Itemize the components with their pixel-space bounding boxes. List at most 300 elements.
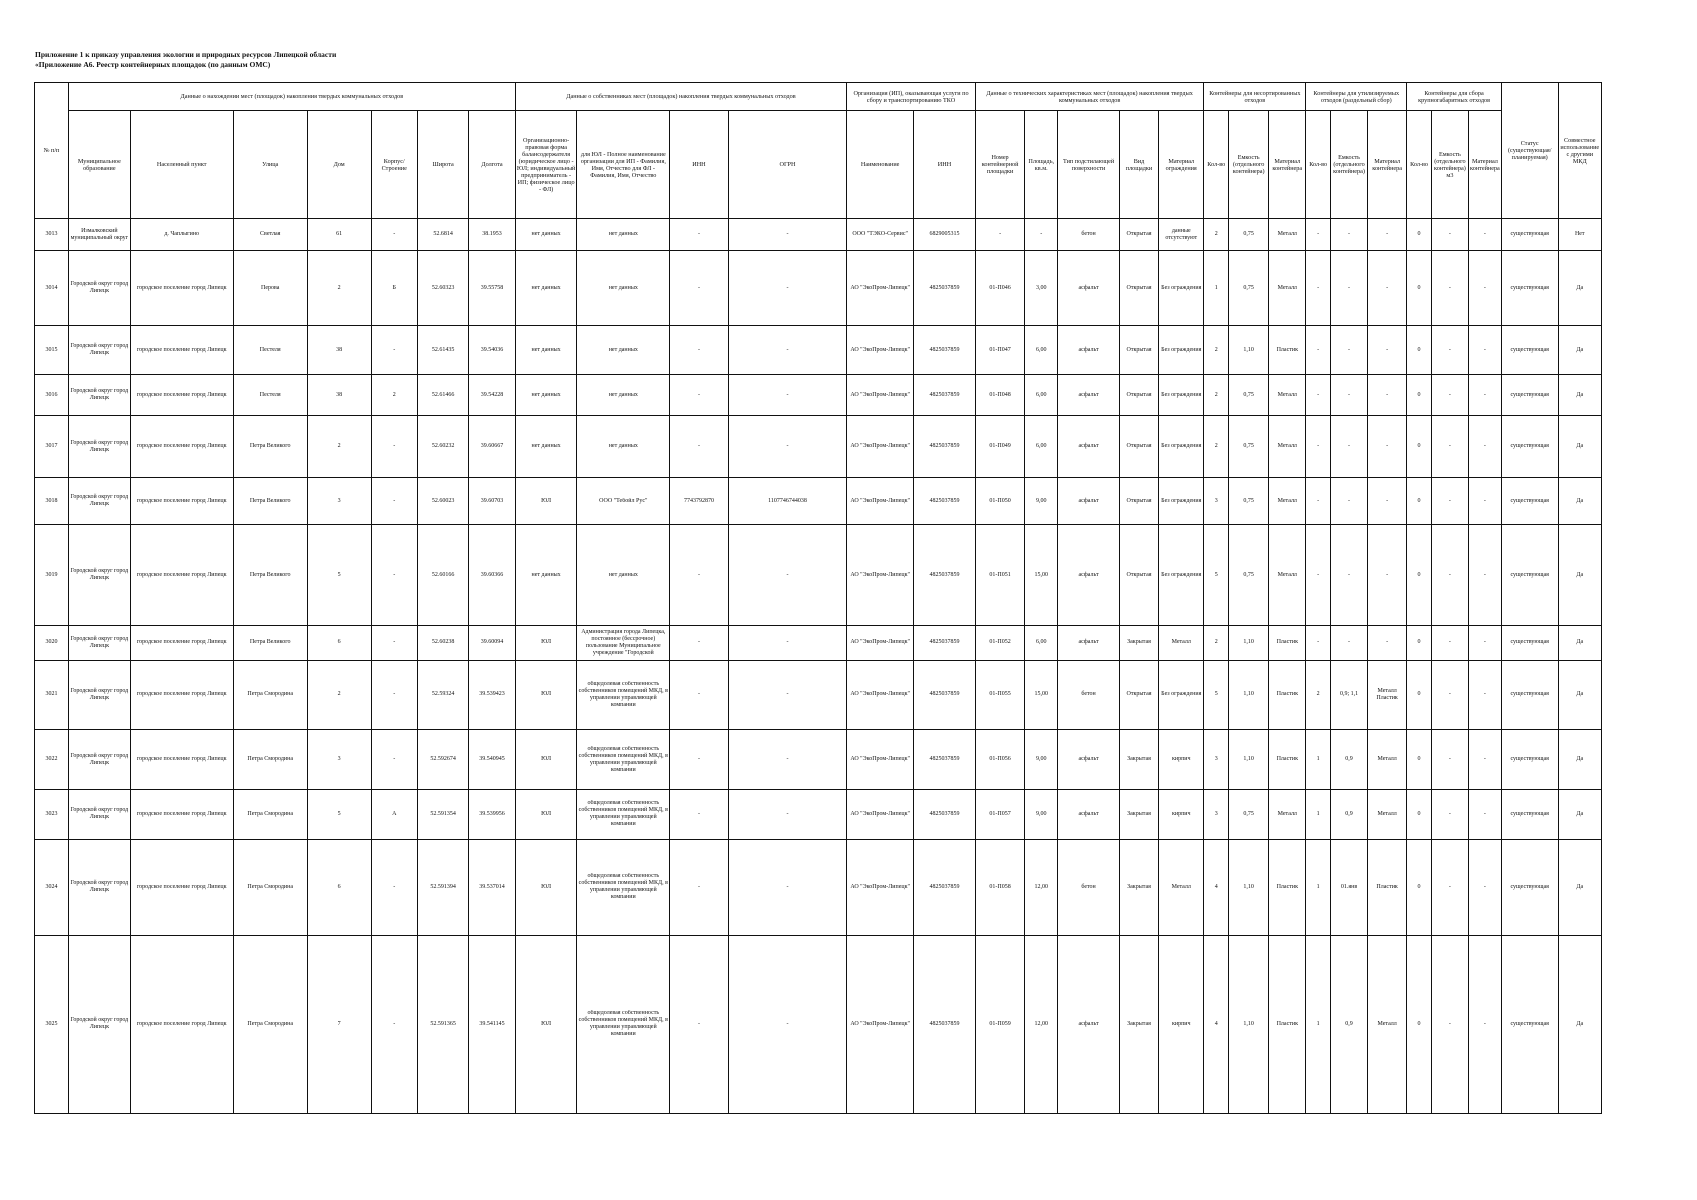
table-cell: -: [1431, 326, 1468, 375]
table-cell: 5: [1204, 660, 1229, 730]
table-cell: 0: [1407, 326, 1432, 375]
table-cell: [577, 525, 670, 626]
table-cell: 01-П051: [975, 525, 1024, 626]
table-cell: городское поселение город Липецк: [130, 416, 233, 478]
table-cell: 3016: [35, 375, 69, 416]
table-cell: городское поселение город Липецк: [130, 935, 233, 1113]
col-c2-cap-header: Емкость (отдельного контейнера): [1331, 111, 1368, 219]
table-row: [35, 375, 1602, 416]
table-cell: асфальт: [1058, 626, 1120, 660]
table-cell: городское поселение город Липецк: [130, 660, 233, 730]
table-cell: -: [371, 416, 417, 478]
owner-name-text: нет данных: [608, 443, 638, 450]
table-cell: АО "ЭкоПром-Липецк": [847, 790, 914, 839]
table-cell: -: [728, 839, 846, 935]
table-cell: 52.61435: [417, 326, 468, 375]
col-shared-header: Совместное использование с другими МКД: [1558, 83, 1601, 219]
table-cell: Пластик: [1269, 730, 1306, 790]
table-cell: 39.539423: [469, 660, 515, 730]
table-cell: 4825037859: [914, 326, 976, 375]
table-cell: -: [975, 219, 1024, 251]
table-cell: -: [1306, 525, 1331, 626]
col-lat-header: Широта: [417, 111, 468, 219]
table-cell: 3: [1204, 478, 1229, 525]
table-cell: 39.537014: [469, 839, 515, 935]
table-cell: 4825037859: [914, 935, 976, 1113]
table-cell: -: [1468, 219, 1501, 251]
table-cell: Металл: [1368, 790, 1407, 839]
table-cell: 4825037859: [914, 790, 976, 839]
table-row: [35, 626, 1602, 660]
table-cell: Металл: [1269, 219, 1306, 251]
table-cell: 2: [1204, 626, 1229, 660]
table-cell: Открытая: [1119, 660, 1158, 730]
table-cell: существующая: [1501, 660, 1558, 730]
col-site-num-header: Номер контейнерной площадки: [975, 111, 1024, 219]
table-cell: Городской округ город Липецк: [68, 375, 130, 416]
table-cell: -: [1331, 219, 1368, 251]
table-cell: -: [1431, 478, 1468, 525]
table-cell: Петра Смородина: [233, 935, 307, 1113]
table-cell: 3017: [35, 416, 69, 478]
table-cell: 15,00: [1025, 525, 1058, 626]
table-cell: 0,75: [1229, 790, 1269, 839]
registry-body: [35, 219, 1602, 1114]
table-cell: 0: [1407, 730, 1432, 790]
table-cell: 0: [1407, 416, 1432, 478]
table-cell: 38: [307, 326, 371, 375]
table-cell: АО "ЭкоПром-Липецк": [847, 660, 914, 730]
table-cell: 39.60667: [469, 416, 515, 478]
table-cell: Петра Смородина: [233, 839, 307, 935]
table-cell: 01-П055: [975, 660, 1024, 730]
table-cell: Городской округ город Липецк: [68, 525, 130, 626]
table-row: [35, 525, 1602, 626]
table-cell: Без ограждения: [1159, 478, 1204, 525]
owner-name-text: нет данных: [608, 284, 638, 291]
table-cell: -: [670, 626, 729, 660]
table-cell: 3013: [35, 219, 69, 251]
table-cell: Перова: [233, 251, 307, 326]
owner-name-text: нет данных: [608, 231, 638, 238]
table-cell: Открытая: [1119, 375, 1158, 416]
table-cell: -: [670, 219, 729, 251]
table-cell: 38: [307, 375, 371, 416]
table-cell: 1: [1306, 790, 1331, 839]
col-c1-mat-header: Материал контейнера: [1269, 111, 1306, 219]
table-cell: АО "ЭкоПром-Липецк": [847, 626, 914, 660]
table-cell: -: [1468, 251, 1501, 326]
table-cell: 3: [307, 730, 371, 790]
table-cell: существующая: [1501, 416, 1558, 478]
table-cell: АО "ЭкоПром-Липецк": [847, 251, 914, 326]
col-mo-header: Муниципальное образование: [68, 111, 130, 219]
table-cell: -: [1468, 839, 1501, 935]
table-cell: Да: [1558, 839, 1601, 935]
table-cell: Петра Смородина: [233, 730, 307, 790]
table-cell: -: [1331, 251, 1368, 326]
header-column-row: [35, 111, 1602, 219]
table-cell: -: [1306, 251, 1331, 326]
col-lon-header: Долгота: [469, 111, 515, 219]
table-cell: Петра Смородина: [233, 790, 307, 839]
table-cell: Да: [1558, 660, 1601, 730]
table-cell: 61: [307, 219, 371, 251]
table-cell: -: [371, 730, 417, 790]
table-cell: Без ограждения: [1159, 416, 1204, 478]
table-cell: Измалковский муниципальный округ: [68, 219, 130, 251]
table-cell: городское поселение город Липецк: [130, 326, 233, 375]
table-cell: [577, 660, 670, 730]
table-cell: Металл: [1368, 935, 1407, 1113]
table-cell: 52.60238: [417, 626, 468, 660]
table-cell: Металл: [1159, 626, 1204, 660]
table-cell: -: [1306, 416, 1331, 478]
table-cell: Открытая: [1119, 478, 1158, 525]
table-cell: 0,9: [1331, 730, 1368, 790]
table-cell: Закрытая: [1119, 839, 1158, 935]
table-cell: 01-П048: [975, 375, 1024, 416]
table-cell: асфальт: [1058, 525, 1120, 626]
table-cell: 3015: [35, 326, 69, 375]
table-cell: 52.591354: [417, 790, 468, 839]
table-cell: -: [670, 375, 729, 416]
table-cell: Да: [1558, 790, 1601, 839]
table-cell: -: [1431, 660, 1468, 730]
table-cell: 1,10: [1229, 935, 1269, 1113]
table-cell: 0,9; 1,1: [1331, 660, 1368, 730]
table-cell: нет данных: [515, 416, 577, 478]
table-cell: асфальт: [1058, 730, 1120, 790]
table-cell: -: [1331, 525, 1368, 626]
table-cell: Без ограждения: [1159, 660, 1204, 730]
table-cell: Б: [371, 251, 417, 326]
table-cell: 4825037859: [914, 478, 976, 525]
table-cell: 0,75: [1229, 251, 1269, 326]
table-cell: 1,10: [1229, 730, 1269, 790]
table-cell: -: [1431, 375, 1468, 416]
table-cell: ЮЛ: [515, 730, 577, 790]
table-cell: Металл: [1269, 525, 1306, 626]
table-cell: 2: [307, 251, 371, 326]
table-cell: 3: [1204, 790, 1229, 839]
table-cell: асфальт: [1058, 935, 1120, 1113]
table-cell: 01-П058: [975, 839, 1024, 935]
table-cell: 2: [1306, 660, 1331, 730]
table-cell: 1: [1306, 730, 1331, 790]
table-row: [35, 839, 1602, 935]
table-cell: АО "ЭкоПром-Липецк": [847, 326, 914, 375]
table-cell: 52.59324: [417, 660, 468, 730]
table-cell: Металл: [1269, 478, 1306, 525]
table-cell: Пластик: [1368, 839, 1407, 935]
owner-name-text: общедолевая собственность собственников помещений МКД, в управлении управляющей компании: [578, 1010, 668, 1038]
table-cell: 0: [1407, 626, 1432, 660]
table-cell: -: [728, 219, 846, 251]
table-cell: 3021: [35, 660, 69, 730]
group-owners: Данные о собственниках мест (площадок) накопления твердых коммунальных отходов: [515, 83, 846, 111]
owner-name-text: общедолевая собственность собственников помещений МКД, в управлении управляющей компании: [578, 680, 668, 708]
table-cell: 4: [1204, 935, 1229, 1113]
table-cell: [577, 839, 670, 935]
table-cell: 4825037859: [914, 375, 976, 416]
group-bulky: Контейнеры для сбора крупногабаритных отходов: [1407, 83, 1502, 111]
table-cell: -: [670, 935, 729, 1113]
table-cell: 0,75: [1229, 478, 1269, 525]
table-cell: 0,75: [1229, 219, 1269, 251]
table-cell: 2: [1204, 326, 1229, 375]
table-cell: Металл: [1269, 416, 1306, 478]
table-cell: 5: [307, 790, 371, 839]
table-cell: бетон: [1058, 660, 1120, 730]
table-cell: -: [1431, 525, 1468, 626]
table-cell: Пластик: [1269, 935, 1306, 1113]
table-cell: 0,9: [1331, 790, 1368, 839]
table-cell: 01-П056: [975, 730, 1024, 790]
table-cell: 0: [1407, 935, 1432, 1113]
table-cell: Городской округ город Липецк: [68, 730, 130, 790]
table-cell: АО "ЭкоПром-Липецк": [847, 525, 914, 626]
table-cell: Да: [1558, 326, 1601, 375]
table-cell: существующая: [1501, 219, 1558, 251]
table-cell: -: [1306, 626, 1331, 660]
table-cell: 52.60323: [417, 251, 468, 326]
table-row: [35, 219, 1602, 251]
col-settlement-header: Населенный пункт: [130, 111, 233, 219]
table-cell: -: [670, 251, 729, 326]
table-cell: существующая: [1501, 839, 1558, 935]
table-cell: городское поселение город Липецк: [130, 730, 233, 790]
table-cell: Закрытая: [1119, 935, 1158, 1113]
table-cell: 52.60166: [417, 525, 468, 626]
table-cell: Пластик: [1269, 326, 1306, 375]
table-cell: 52.591365: [417, 935, 468, 1113]
table-cell: Пластик: [1269, 626, 1306, 660]
group-operator: Организация (ИП), оказывающая услуги по сбору и транспортированию ТКО: [847, 83, 976, 111]
table-cell: 1,10: [1229, 626, 1269, 660]
table-cell: 0: [1407, 839, 1432, 935]
table-cell: 6: [307, 626, 371, 660]
table-cell: нет данных: [515, 219, 577, 251]
table-cell: Открытая: [1119, 416, 1158, 478]
table-cell: -: [1331, 626, 1368, 660]
table-cell: 0: [1407, 251, 1432, 326]
table-cell: -: [1468, 935, 1501, 1113]
table-cell: 9,00: [1025, 730, 1058, 790]
table-cell: 4825037859: [914, 251, 976, 326]
table-cell: 6,00: [1025, 416, 1058, 478]
table-cell: существующая: [1501, 251, 1558, 326]
table-cell: Без ограждения: [1159, 251, 1204, 326]
table-cell: -: [728, 375, 846, 416]
table-cell: -: [371, 626, 417, 660]
col-operator-inn-header: ИНН: [914, 111, 976, 219]
table-cell: Пестеля: [233, 326, 307, 375]
table-cell: 2: [1204, 416, 1229, 478]
table-cell: 3,00: [1025, 251, 1058, 326]
group-tech: Данные о технических характеристиках мест (площадок) накопления твердых коммунальных отходов: [975, 83, 1204, 111]
table-cell: -: [1368, 326, 1407, 375]
table-cell: [577, 326, 670, 375]
document-heading: [35, 50, 336, 70]
table-cell: Да: [1558, 478, 1601, 525]
table-cell: Петра Великого: [233, 525, 307, 626]
table-cell: [577, 219, 670, 251]
table-cell: городское поселение город Липецк: [130, 790, 233, 839]
table-cell: 4825037859: [914, 416, 976, 478]
table-cell: 4: [1204, 839, 1229, 935]
table-cell: 1: [1306, 935, 1331, 1113]
col-c2-mat-header: Материал контейнера: [1368, 111, 1407, 219]
table-cell: Городской округ город Липецк: [68, 935, 130, 1113]
table-cell: -: [1368, 416, 1407, 478]
table-cell: -: [1468, 478, 1501, 525]
table-cell: 0,75: [1229, 416, 1269, 478]
table-cell: Металл: [1159, 839, 1204, 935]
table-cell: -: [728, 935, 846, 1113]
table-cell: городское поселение город Липецк: [130, 478, 233, 525]
table-cell: Городской округ город Липецк: [68, 790, 130, 839]
table-cell: нет данных: [515, 525, 577, 626]
table-cell: городское поселение город Липецк: [130, 839, 233, 935]
col-c3-cap-header: Емкость (отдельного контейнера) м3: [1431, 111, 1468, 219]
table-cell: [577, 416, 670, 478]
table-cell: АО "ЭкоПром-Липецк": [847, 478, 914, 525]
table-cell: -: [1431, 416, 1468, 478]
table-cell: городское поселение город Липецк: [130, 626, 233, 660]
table-cell: нет данных: [515, 251, 577, 326]
table-cell: -: [728, 660, 846, 730]
table-cell: -: [1431, 251, 1468, 326]
col-num-header: № п/п: [35, 83, 69, 219]
table-cell: Городской округ город Липецк: [68, 660, 130, 730]
owner-name-text: нет данных: [608, 346, 638, 353]
table-cell: -: [371, 839, 417, 935]
table-cell: 7743792870: [670, 478, 729, 525]
table-cell: -: [1468, 790, 1501, 839]
table-cell: -: [371, 219, 417, 251]
table-cell: существующая: [1501, 730, 1558, 790]
table-cell: Городской округ город Липецк: [68, 626, 130, 660]
table-cell: Без ограждения: [1159, 326, 1204, 375]
table-cell: существующая: [1501, 525, 1558, 626]
table-cell: 4825037859: [914, 525, 976, 626]
table-row: [35, 478, 1602, 525]
table-cell: ЮЛ: [515, 935, 577, 1113]
table-cell: Городской округ город Липецк: [68, 839, 130, 935]
table-cell: -: [1368, 375, 1407, 416]
table-cell: 0: [1407, 660, 1432, 730]
table-cell: 1,10: [1229, 660, 1269, 730]
table-cell: 6,00: [1025, 375, 1058, 416]
table-cell: А: [371, 790, 417, 839]
table-cell: Да: [1558, 251, 1601, 326]
table-cell: -: [1306, 478, 1331, 525]
table-cell: 38.1953: [469, 219, 515, 251]
table-cell: [577, 375, 670, 416]
table-cell: 6: [307, 839, 371, 935]
table-cell: ООО "ТЭКО-Сервис": [847, 219, 914, 251]
table-cell: -: [1468, 626, 1501, 660]
table-cell: 3014: [35, 251, 69, 326]
table-cell: 0: [1407, 790, 1432, 839]
col-org-form-header: Организационно-правовая форма балансодержателя (юридическое лицо - ЮЛ; индивидуальный предприниматель - ИП; физическое лицо - ФЛ): [515, 111, 577, 219]
table-row: [35, 790, 1602, 839]
col-c2-qty-header: Кол-во: [1306, 111, 1331, 219]
table-row: [35, 416, 1602, 478]
col-status-header: Статус (существующая/ планируемая): [1501, 83, 1558, 219]
col-c1-qty-header: Кол-во: [1204, 111, 1229, 219]
table-cell: 0,75: [1229, 525, 1269, 626]
table-cell: Пластик: [1269, 839, 1306, 935]
table-cell: городское поселение город Липецк: [130, 525, 233, 626]
owner-name-text: общедолевая собственность собственников помещений МКД, в управлении управляющей компании: [578, 873, 668, 901]
table-cell: 6,00: [1025, 326, 1058, 375]
table-cell: 01-П050: [975, 478, 1024, 525]
table-row: [35, 660, 1602, 730]
table-cell: существующая: [1501, 326, 1558, 375]
table-cell: [577, 790, 670, 839]
table-cell: Металл: [1269, 375, 1306, 416]
table-cell: АО "ЭкоПром-Липецк": [847, 416, 914, 478]
table-cell: Да: [1558, 626, 1601, 660]
table-cell: -: [670, 730, 729, 790]
table-cell: 1: [1204, 251, 1229, 326]
table-cell: -: [1331, 326, 1368, 375]
table-cell: АО "ЭкоПром-Липецк": [847, 375, 914, 416]
table-cell: городское поселение город Липецк: [130, 375, 233, 416]
table-cell: Открытая: [1119, 219, 1158, 251]
table-cell: ЮЛ: [515, 839, 577, 935]
table-cell: -: [1368, 525, 1407, 626]
table-cell: Закрытая: [1119, 730, 1158, 790]
table-cell: 9,00: [1025, 478, 1058, 525]
owner-name-text: нет данных: [608, 391, 638, 398]
table-cell: -: [728, 251, 846, 326]
table-cell: Нет: [1558, 219, 1601, 251]
table-cell: асфальт: [1058, 416, 1120, 478]
table-cell: 01-П046: [975, 251, 1024, 326]
table-cell: -: [670, 525, 729, 626]
table-cell: 4825037859: [914, 839, 976, 935]
table-cell: Пластик: [1269, 660, 1306, 730]
table-cell: Закрытая: [1119, 790, 1158, 839]
table-cell: -: [1368, 251, 1407, 326]
table-cell: 6,00: [1025, 626, 1058, 660]
table-cell: -: [1468, 525, 1501, 626]
table-cell: Да: [1558, 935, 1601, 1113]
table-cell: -: [371, 478, 417, 525]
table-row: [35, 935, 1602, 1113]
col-site-type-header: Вид площадки: [1119, 111, 1158, 219]
table-cell: -: [728, 790, 846, 839]
table-cell: 4825037859: [914, 730, 976, 790]
col-street-header: Улица: [233, 111, 307, 219]
table-cell: 0: [1407, 219, 1432, 251]
table-cell: кирпич: [1159, 935, 1204, 1113]
table-cell: Да: [1558, 375, 1601, 416]
table-cell: 1,10: [1229, 839, 1269, 935]
table-cell: -: [1431, 219, 1468, 251]
table-cell: 1,10: [1229, 326, 1269, 375]
table-cell: Пестеля: [233, 375, 307, 416]
table-cell: 0,75: [1229, 375, 1269, 416]
table-cell: асфальт: [1058, 251, 1120, 326]
group-sorted: Контейнеры для несортированных отходов: [1204, 83, 1306, 111]
table-cell: 2: [1204, 375, 1229, 416]
registry-table: [34, 82, 1602, 1114]
table-cell: 39.54036: [469, 326, 515, 375]
